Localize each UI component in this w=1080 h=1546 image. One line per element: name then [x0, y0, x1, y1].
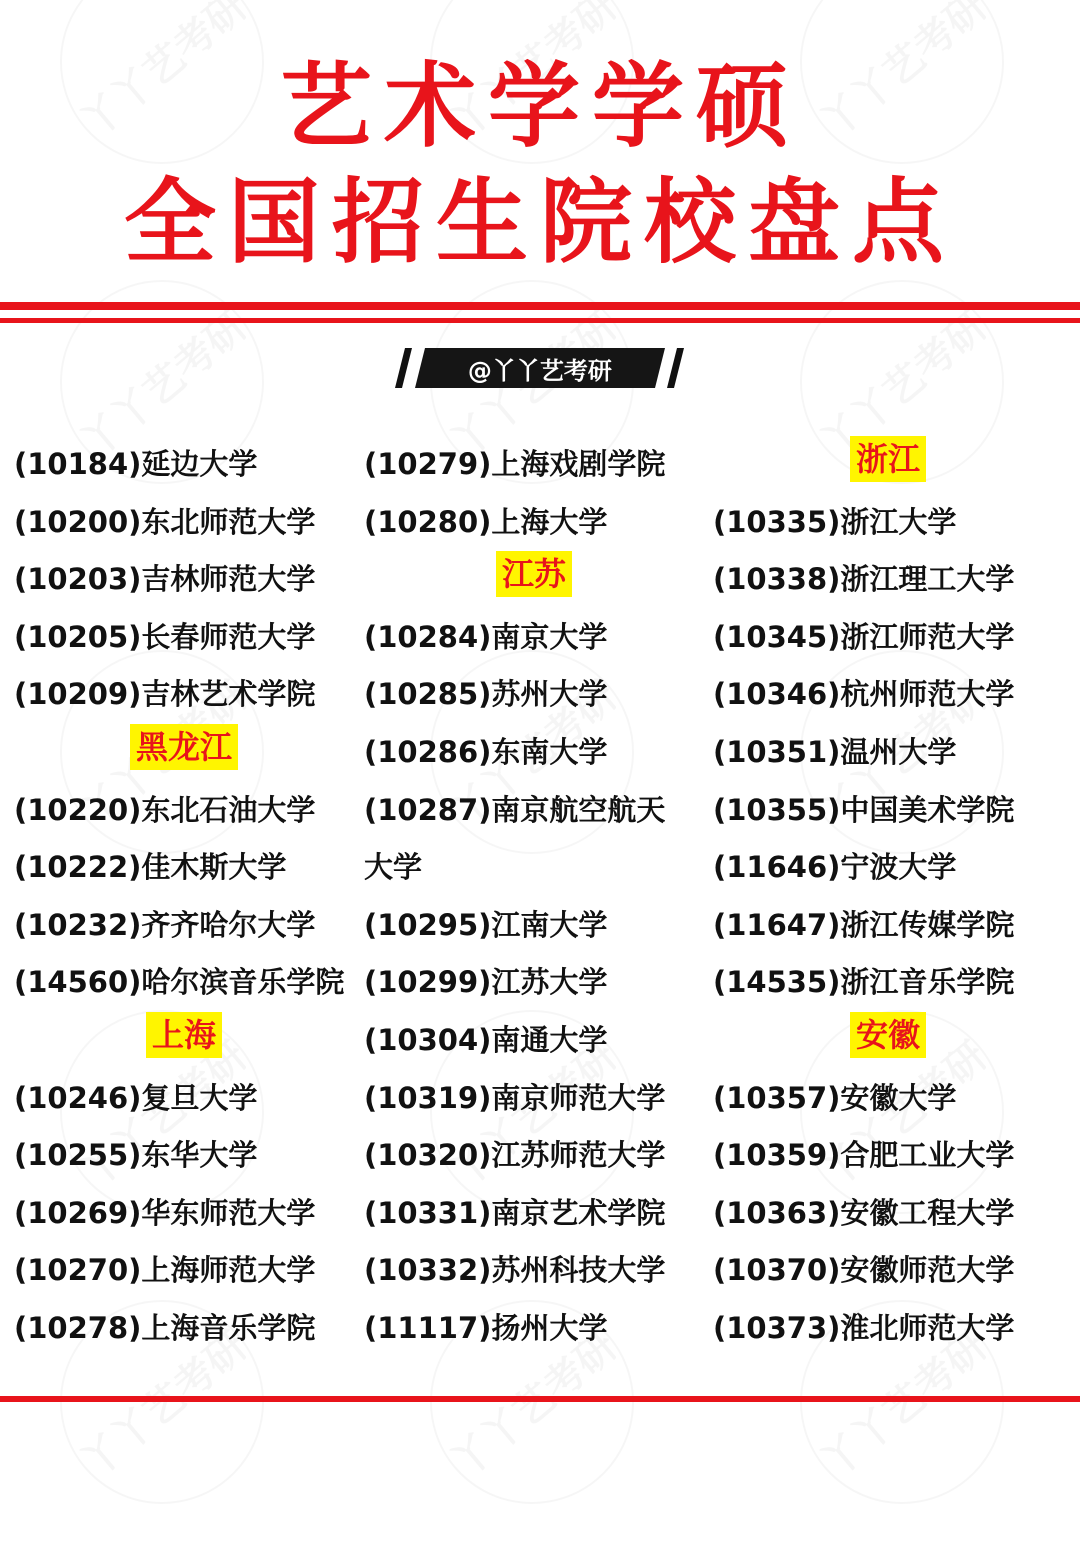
- school-item: (10335)浙江大学: [713, 504, 957, 539]
- school-item: (10232)齐齐哈尔大学: [14, 907, 316, 942]
- region-heading: [14, 724, 354, 782]
- school-item: (10320)江苏师范大学: [364, 1138, 666, 1173]
- school-item: (10284)南京大学: [364, 619, 608, 654]
- school-item: (10319)南京师范大学: [364, 1080, 666, 1115]
- school-item: (10351)温州大学: [713, 734, 957, 769]
- region-label: 上海: [146, 1012, 222, 1058]
- region-label: 浙江: [850, 436, 926, 482]
- school-item: (10279)上海戏剧学院: [364, 447, 666, 481]
- region-label: 黑龙江: [130, 724, 238, 770]
- school-item: (10269)华东师范大学: [14, 1195, 316, 1230]
- badge-slash-left: [395, 348, 412, 388]
- region-heading: [713, 436, 1063, 494]
- school-item: (10222)佳木斯大学: [14, 850, 287, 885]
- school-item: (10205)长春师范大学: [14, 619, 316, 654]
- school-item: (10295)江南大学: [364, 907, 608, 942]
- school-item: (10338)浙江理工大学: [713, 562, 1015, 597]
- school-item: (11646)宁波大学: [713, 850, 957, 885]
- badge-slash-right: [667, 348, 684, 388]
- school-item: (14560)哈尔滨音乐学院: [14, 965, 345, 1000]
- badge-body: [415, 348, 665, 388]
- author-badge: [400, 348, 680, 388]
- region-heading: [364, 551, 704, 609]
- page-subtitle: 全国招生院校盘点: [123, 169, 956, 276]
- school-item: (10345)浙江师范大学: [713, 619, 1015, 654]
- school-item: (10299)江苏大学: [364, 965, 608, 1000]
- school-item: (10363)安徽工程大学: [713, 1195, 1015, 1230]
- school-item: (10246)复旦大学: [14, 1080, 258, 1115]
- school-item: (10255)东华大学: [14, 1138, 258, 1173]
- school-item: (10346)杭州师范大学: [713, 677, 1015, 712]
- school-item: (10331)南京艺术学院: [364, 1195, 666, 1230]
- region-label: 安徽: [850, 1012, 926, 1058]
- page-title: 艺术学学硕: [279, 53, 800, 160]
- school-item: (10304)南通大学: [364, 1022, 608, 1057]
- column-3: [713, 436, 1073, 1358]
- school-item: (10332)苏州科技大学: [364, 1253, 666, 1288]
- school-item: (11647)浙江传媒学院: [713, 907, 1015, 942]
- school-item: (10270)上海师范大学: [14, 1253, 316, 1288]
- school-item: (10359)合肥工业大学: [713, 1138, 1015, 1173]
- divider-top: [0, 302, 1080, 310]
- region-heading: [713, 1012, 1063, 1070]
- school-item: (10285)苏州大学: [364, 677, 608, 712]
- school-item: (10280)上海大学: [364, 504, 608, 539]
- school-item: (10203)吉林师范大学: [14, 562, 316, 597]
- school-item: (10370)安徽师范大学: [713, 1253, 1015, 1288]
- badge-label: @丫丫艺考研: [468, 356, 612, 385]
- school-item: (11117)扬州大学: [364, 1310, 608, 1345]
- column-1: [14, 436, 354, 1358]
- school-item: (10355)中国美术学院: [713, 792, 1015, 827]
- school-item: (10209)吉林艺术学院: [14, 677, 316, 712]
- divider-top-thin: [0, 318, 1080, 323]
- school-item: (10220)东北石油大学: [14, 792, 316, 827]
- school-item: (10200)东北师范大学: [14, 504, 316, 539]
- school-item: (10286)东南大学: [364, 734, 608, 769]
- school-item: (10373)淮北师范大学: [713, 1310, 1015, 1345]
- region-heading: [14, 1012, 354, 1070]
- school-item: (10278)上海音乐学院: [14, 1310, 316, 1345]
- school-item: (10357)安徽大学: [713, 1080, 957, 1115]
- school-item: (14535)浙江音乐学院: [713, 965, 1015, 1000]
- divider-bottom: [0, 1396, 1080, 1402]
- region-label: 江苏: [496, 551, 572, 597]
- school-item: (10184)延边大学: [14, 447, 258, 481]
- column-2: [364, 436, 704, 1358]
- school-item: (10287)南京航空航天大学: [364, 792, 666, 885]
